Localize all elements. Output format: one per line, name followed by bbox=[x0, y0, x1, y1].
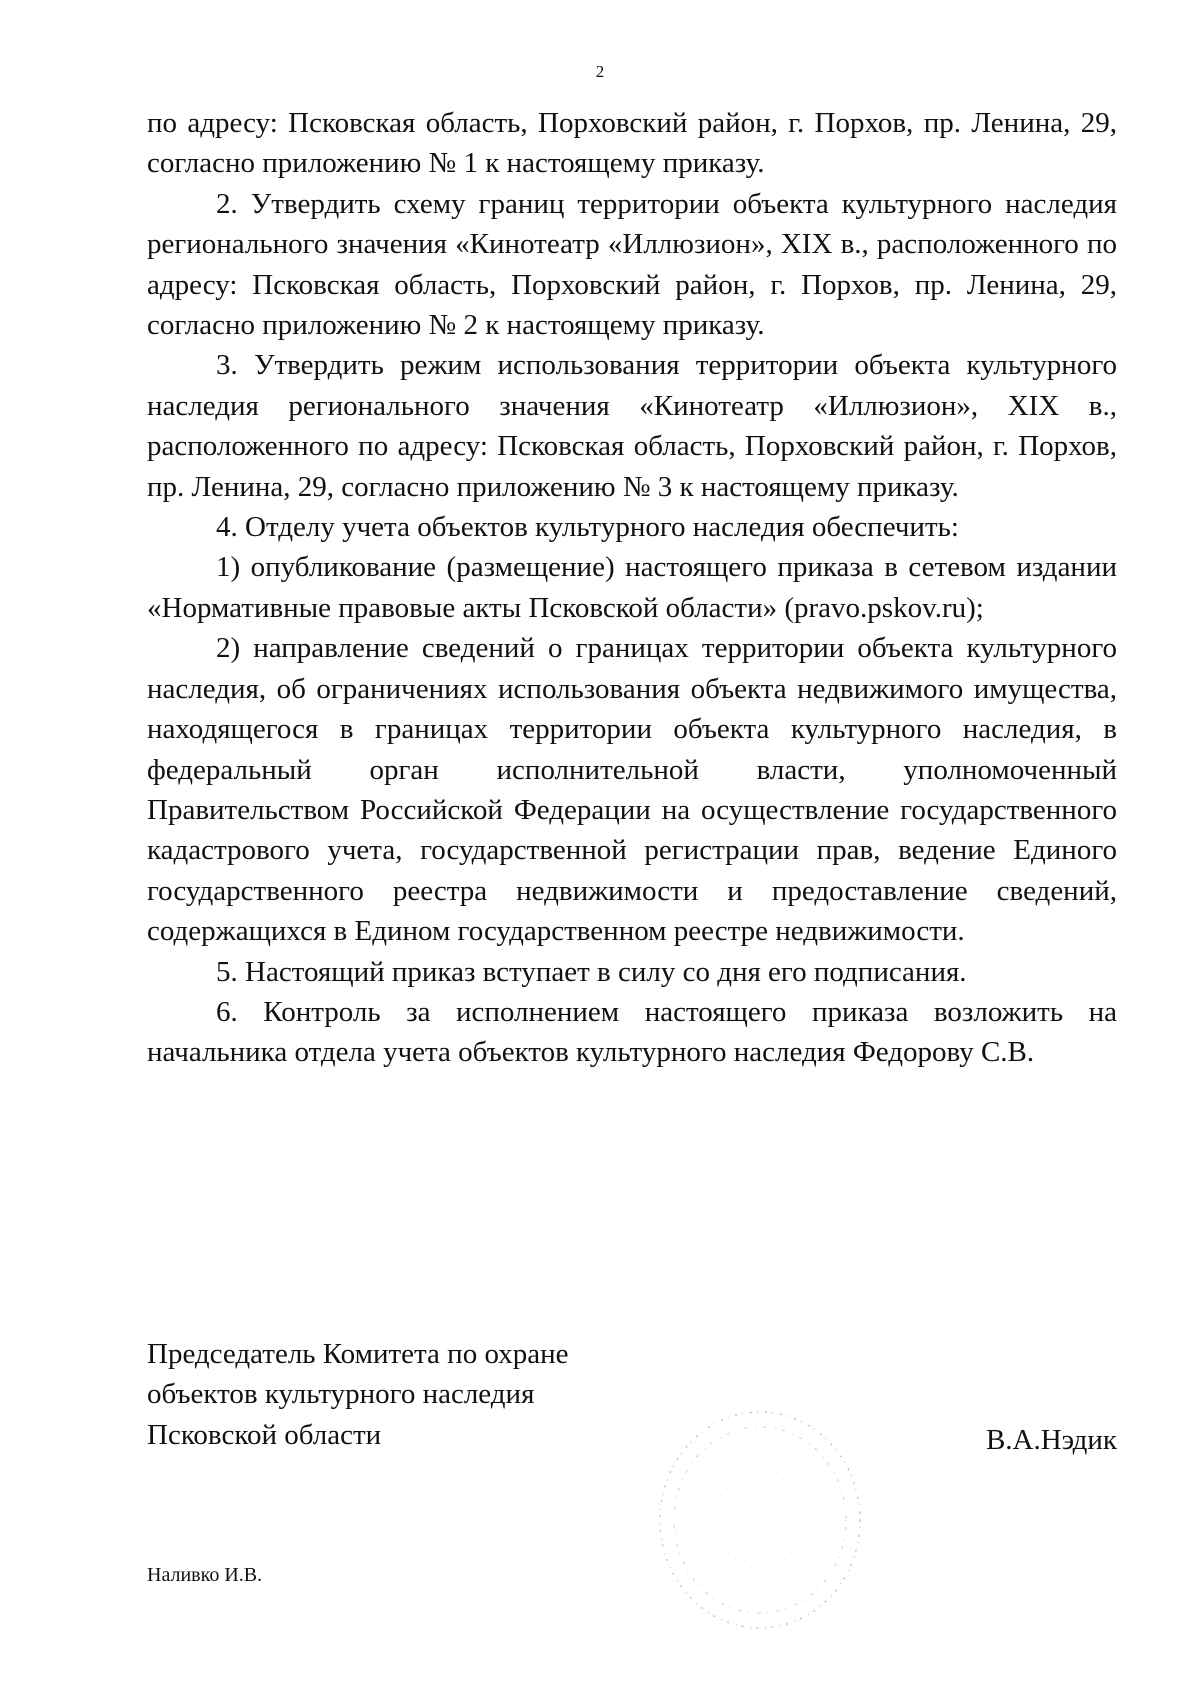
page-number: 2 bbox=[595, 62, 605, 81]
signatory-position-line: Псковской области bbox=[147, 1418, 382, 1451]
signatory-position-line: объектов культурного наследия bbox=[147, 1378, 535, 1411]
paragraph-1-continuation: по адресу: Псковская область, Порховский район, г. Порхов, пр. Ленина, 29, согласно приложению № 1 к настоящему приказу. bbox=[147, 107, 1117, 180]
document-body bbox=[147, 103, 1117, 1073]
paragraph-item-4: 4. Отделу учета объектов культурного наследия обеспечить: bbox=[216, 511, 959, 544]
signatory-name: В.А.Нэдик bbox=[985, 1424, 1117, 1456]
paragraph-item-4-2: 2) направление сведений о границах территории объекта культурного наследия, об ограничениях использования объекта недвижимого имущества, находящегося в границах территории объекта культурного наследия, в федеральный орган исполнительной власти, уполномоченный Правительством Российской Федерации на осуществление государственного кадастрового учета, государственной регистрации прав, ведение Единого государственного реестра недвижимости и предоставление сведений, содержащихся в Едином государственном реестре недвижимости. bbox=[147, 632, 1117, 948]
signatory-position-line: Председатель Комитета по охране bbox=[147, 1338, 569, 1370]
paragraph-item-5: 5. Настоящий приказ вступает в силу со дня его подписания. bbox=[216, 955, 967, 988]
executor-name: Наливко И.В. bbox=[147, 1564, 263, 1586]
paragraph-item-6: 6. Контроль за исполнением настоящего приказа возложить на начальника отдела учета объектов культурного наследия Федорову С.В. bbox=[147, 995, 1117, 1069]
signatory-position bbox=[147, 1334, 687, 1455]
paragraph-item-2: 2. Утвердить схему границ территории объекта культурного наследия регионального значения «Кинотеатр «Иллюзион», XIX в., расположенного по адресу: Псковская область, Порховский район, г. Порхов, пр. Ленина, 29, согласно приложению № 2 к настоящему приказу. bbox=[147, 187, 1117, 342]
paragraph-item-3: 3. Утвердить режим использования территории объекта культурного наследия регионального значения «Кинотеатр «Иллюзион», XIX в., расположенного по адресу: Псковская область, Порховский район, г. Порхов, пр. Ленина, 29, согласно приложению № 3 к настоящему приказу. bbox=[147, 349, 1117, 503]
faded-stamp-seal bbox=[650, 1395, 900, 1645]
paragraph-item-4-1: 1) опубликование (размещение) настоящего приказа в сетевом издании «Нормативные правовые акты Псковской области» (pravo.pskov.ru); bbox=[147, 551, 1117, 624]
